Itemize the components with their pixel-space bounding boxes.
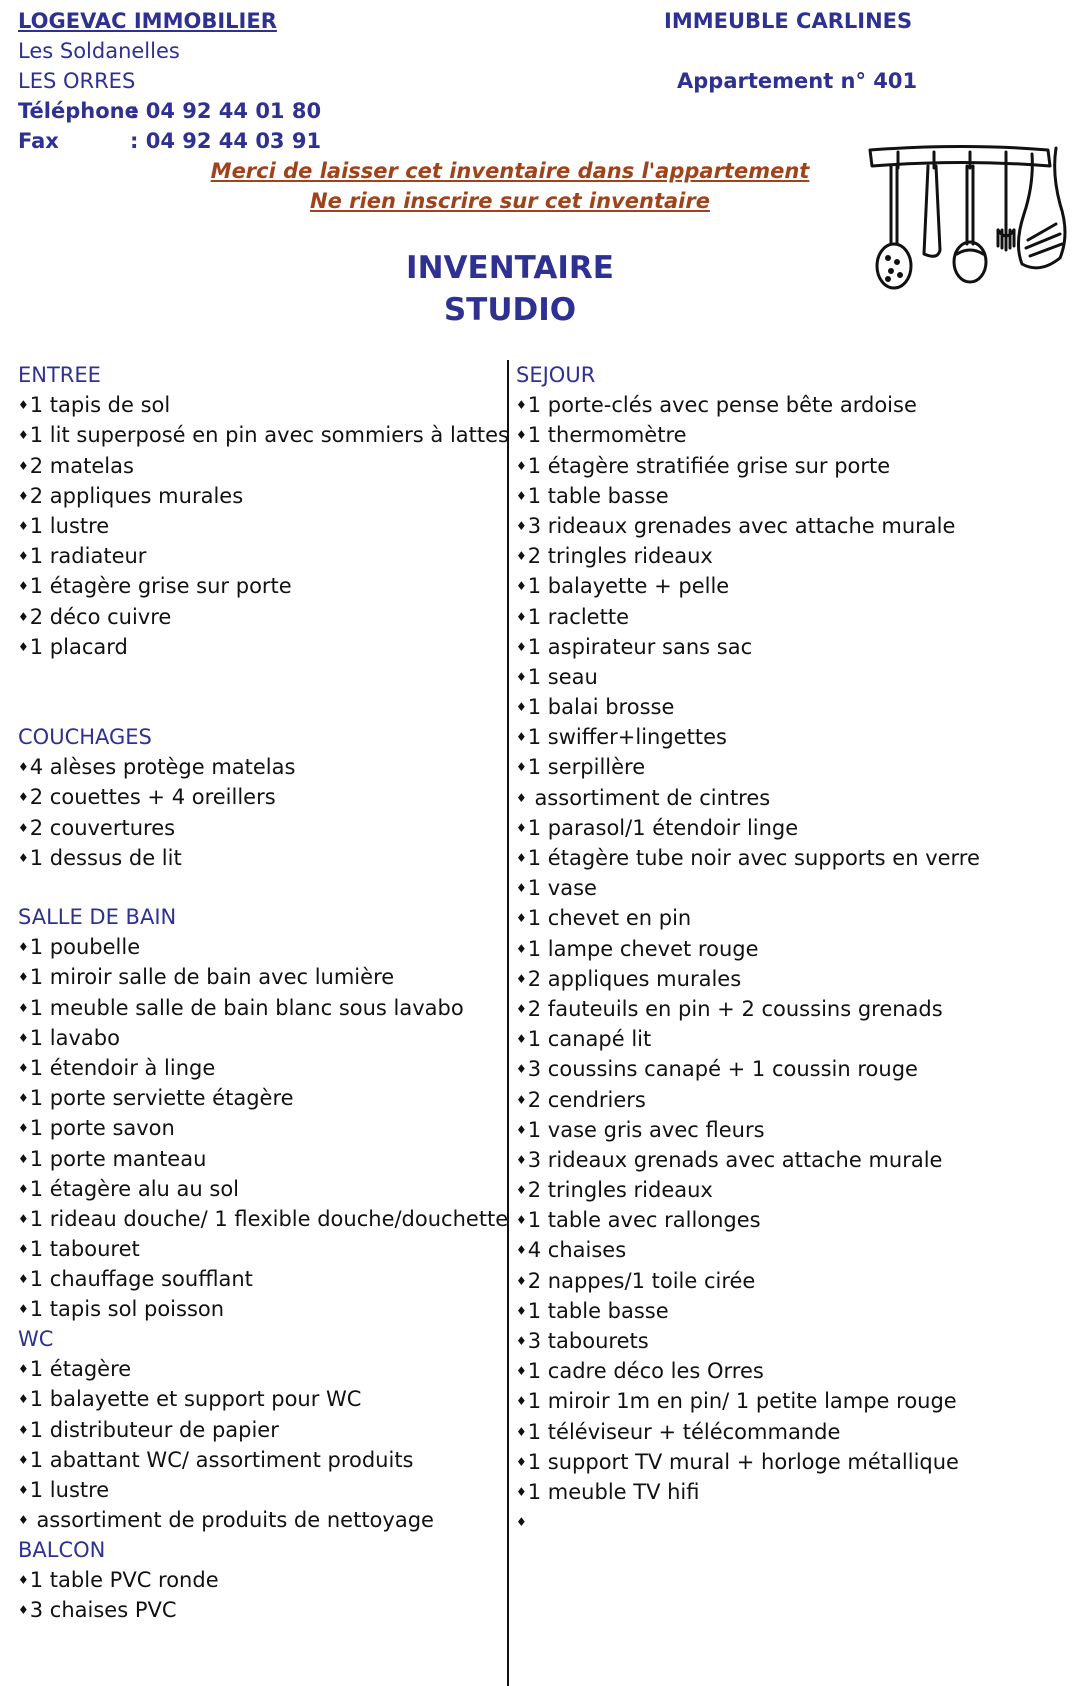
inventory-item: ♦ 2 matelas (18, 451, 509, 481)
inventory-item: ♦ 1 canapé lit (516, 1024, 980, 1054)
inventory-item: ♦ 2 appliques murales (516, 964, 980, 994)
fax-number: : 04 92 44 03 91 (130, 129, 322, 153)
company-name: LOGEVAC IMMOBILIER (18, 9, 277, 33)
inventory-item: ♦ 4 chaises (516, 1235, 980, 1265)
inventory-item: ♦ 1 swiffer+lingettes (516, 722, 980, 752)
inventory-item: ♦ 1 table basse (516, 1296, 980, 1326)
inventory-item: ♦ 1 tabouret (18, 1234, 508, 1264)
fax-line (18, 126, 321, 156)
inventory-item: ♦ 1 aspirateur sans sac (516, 632, 980, 662)
page-title: INVENTAIRE (406, 250, 614, 286)
inventory-item: ♦ 2 nappes/1 toile cirée (516, 1266, 980, 1296)
section-wc (18, 1324, 434, 1535)
inventory-item: ♦ 1 support TV mural + horloge métallique (516, 1447, 980, 1477)
inventory-item: ♦ 1 lit superposé en pin avec sommiers à lattes (18, 420, 509, 450)
inventory-item: ♦ 1 parasol/1 étendoir linge (516, 813, 980, 843)
inventory-item: ♦ 1 rideau douche/ 1 flexible douche/douchette (18, 1204, 508, 1234)
item-list (18, 932, 508, 1324)
inventory-item: ♦ 1 raclette (516, 602, 980, 632)
section-title: BALCON (18, 1538, 106, 1562)
inventory-item: ♦ 1 thermomètre (516, 420, 980, 450)
inventory-item: ♦ 1 lavabo (18, 1023, 508, 1053)
inventory-item: ♦ 1 miroir 1m en pin/ 1 petite lampe rouge (516, 1386, 980, 1416)
inventory-item: ♦ 1 lustre (18, 511, 509, 541)
notice-do-not-write: Ne rien inscrire sur cet inventaire (310, 189, 710, 213)
inventory-item: ♦ 1 lampe chevet rouge (516, 934, 980, 964)
inventory-item: ♦ 1 serpillère (516, 752, 980, 782)
inventory-item: ♦ 1 miroir salle de bain avec lumière (18, 962, 508, 992)
inventory-item: ♦ 1 distributeur de papier (18, 1415, 434, 1445)
inventory-item: ♦ 1 tapis sol poisson (18, 1294, 508, 1324)
inventory-item: ♦ 3 rideaux grenades avec attache murale (516, 511, 980, 541)
phone-line (18, 96, 321, 126)
phone-number: : 04 92 44 01 80 (130, 99, 322, 123)
inventory-item: ♦ 1 tapis de sol (18, 390, 509, 420)
inventory-item: ♦ 3 rideaux grenads avec attache murale (516, 1145, 980, 1175)
section-balcon (18, 1535, 219, 1626)
inventory-item: ♦ 2 appliques murales (18, 481, 509, 511)
inventory-item: ♦ 1 porte manteau (18, 1144, 508, 1174)
inventory-item: ♦ 1 table PVC ronde (18, 1565, 219, 1595)
section-couchages (18, 722, 295, 873)
inventory-item: ♦ 1 radiateur (18, 541, 509, 571)
section-title: SEJOUR (516, 363, 596, 387)
inventory-item: ♦ 3 chaises PVC (18, 1595, 219, 1625)
inventory-item: ♦ 1 étagère (18, 1354, 434, 1384)
inventory-item: ♦ 1 balayette et support pour WC (18, 1384, 434, 1414)
inventory-item: ♦ 1 chauffage soufflant (18, 1264, 508, 1294)
inventory-item: ♦ 1 balai brosse (516, 692, 980, 722)
address-line-2: LES ORRES (18, 69, 136, 93)
inventory-item: ♦ 1 placard (18, 632, 509, 662)
inventory-item: ♦ 1 seau (516, 662, 980, 692)
apartment-number: Appartement n° 401 (677, 69, 918, 93)
item-list (18, 1354, 434, 1535)
page-subtitle: STUDIO (443, 292, 577, 328)
inventory-item: ♦ 4 alèses protège matelas (18, 752, 295, 782)
inventory-item: ♦ 1 cadre déco les Orres (516, 1356, 980, 1386)
inventory-item: ♦ 1 étagère alu au sol (18, 1174, 508, 1204)
inventory-item: ♦ 3 coussins canapé + 1 coussin rouge (516, 1054, 980, 1084)
inventory-item: ♦ 2 cendriers (516, 1085, 980, 1115)
inventory-item: ♦ 1 étagère grise sur porte (18, 571, 509, 601)
section-title: COUCHAGES (18, 725, 152, 749)
inventory-item: ♦ 2 couvertures (18, 813, 295, 843)
address-line-1: Les Soldanelles (18, 39, 180, 63)
item-list (18, 390, 509, 662)
item-list (18, 752, 295, 873)
item-list (18, 1565, 219, 1625)
inventory-item: ♦ 1 étendoir à linge (18, 1053, 508, 1083)
inventory-item: ♦ 1 meuble TV hifi (516, 1477, 980, 1507)
inventory-item: ♦ 2 tringles rideaux (516, 541, 980, 571)
inventory-item: ♦ 1 porte serviette étagère (18, 1083, 508, 1113)
inventory-item: ♦ 1 porte-clés avec pense bête ardoise (516, 390, 980, 420)
section-title: SALLE DE BAIN (18, 905, 177, 929)
inventory-item: ♦ 3 tabourets (516, 1326, 980, 1356)
building-name: IMMEUBLE CARLINES (664, 9, 913, 33)
section-entree (18, 360, 509, 662)
section-title: WC (18, 1327, 54, 1351)
inventory-item: ♦ 1 téléviseur + télécommande (516, 1417, 980, 1447)
inventory-item: ♦ 2 couettes + 4 oreillers (18, 782, 295, 812)
inventory-item: ♦ 1 vase gris avec fleurs (516, 1115, 980, 1145)
inventory-item: ♦ assortiment de produits de nettoyage (18, 1505, 434, 1535)
inventory-item: ♦ 2 déco cuivre (18, 602, 509, 632)
inventory-item: ♦ 1 lustre (18, 1475, 434, 1505)
inventory-item: ♦ 1 balayette + pelle (516, 571, 980, 601)
inventory-item: ♦ 2 tringles rideaux (516, 1175, 980, 1205)
inventory-item: ♦ 1 table basse (516, 481, 980, 511)
inventory-item: ♦ 1 table avec rallonges (516, 1205, 980, 1235)
inventory-item: ♦ 1 abattant WC/ assortiment produits (18, 1445, 434, 1475)
section-salle-de-bain (18, 902, 508, 1325)
section-title: ENTREE (18, 363, 101, 387)
inventory-item: ♦ 1 meuble salle de bain blanc sous lavabo (18, 993, 508, 1023)
inventory-item: ♦ 1 poubelle (18, 932, 508, 962)
inventory-item: ♦ 1 porte savon (18, 1113, 508, 1143)
notice-leave-inventory: Merci de laisser cet inventaire dans l'appartement (210, 159, 810, 183)
item-list (516, 390, 980, 1537)
inventory-item (516, 1507, 980, 1537)
phone-label: Téléphone (18, 99, 139, 123)
inventory-item: ♦ 1 étagère stratifiée grise sur porte (516, 451, 980, 481)
fax-label: Fax (18, 129, 59, 153)
section-sejour (516, 360, 980, 1537)
inventory-item: ♦ 2 fauteuils en pin + 2 coussins grenads (516, 994, 980, 1024)
inventory-item: ♦ 1 dessus de lit (18, 843, 295, 873)
inventory-item: ♦ 1 vase (516, 873, 980, 903)
inventory-item: ♦ 1 chevet en pin (516, 903, 980, 933)
kitchen-utensils-icon (864, 144, 1080, 300)
inventory-item: ♦ assortiment de cintres (516, 783, 980, 813)
inventory-item: ♦ 1 étagère tube noir avec supports en verre (516, 843, 980, 873)
